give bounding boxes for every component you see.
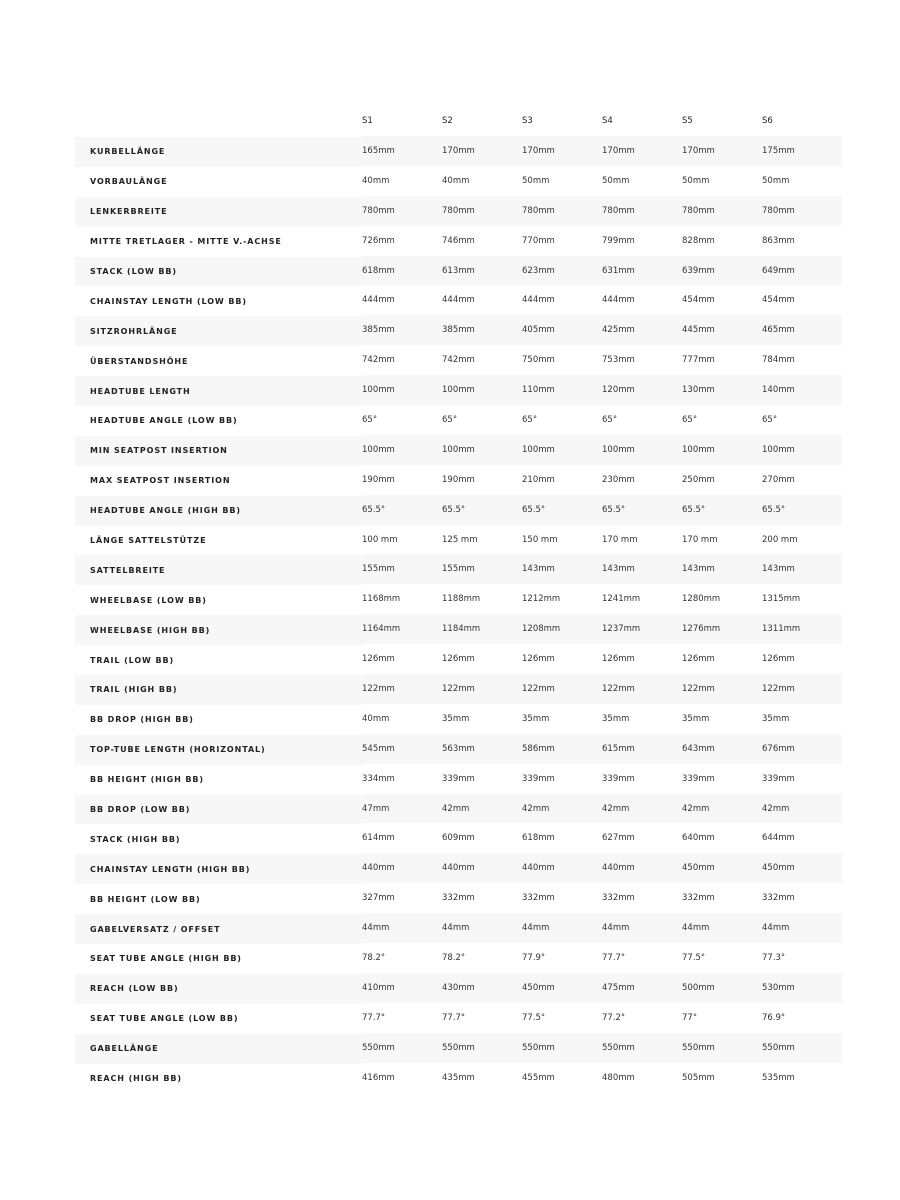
table-row xyxy=(75,1063,842,1093)
value-cell-s5: 643mm xyxy=(682,743,715,754)
value-cell-s2: 563mm xyxy=(442,743,475,754)
value-cell-s2: 550mm xyxy=(442,1042,475,1053)
value-cell-s6: 270mm xyxy=(762,474,795,485)
value-cell-s4: 425mm xyxy=(602,325,635,336)
row-label: GABELLÄNGE xyxy=(90,1044,159,1054)
value-cell-s6: 550mm xyxy=(762,1042,795,1053)
table-row xyxy=(75,704,842,734)
value-cell-s4: 170 mm xyxy=(602,534,638,545)
value-cell-s3: 550mm xyxy=(522,1042,555,1053)
value-cell-s1: 40mm xyxy=(362,175,390,186)
value-cell-s1: 327mm xyxy=(362,893,395,904)
value-cell-s3: 65.5° xyxy=(522,504,546,515)
value-cell-s1: 550mm xyxy=(362,1042,395,1053)
value-cell-s4: 65.5° xyxy=(602,504,626,515)
value-cell-s3: 623mm xyxy=(522,265,555,276)
size-header-s6: S6 xyxy=(762,116,773,126)
row-label: CHAINSTAY LENGTH (LOW BB) xyxy=(90,296,247,306)
value-cell-s5: 100mm xyxy=(682,444,715,455)
value-cell-s3: 170mm xyxy=(522,145,555,156)
value-cell-s5: 77.5° xyxy=(682,952,706,963)
value-cell-s6: 42mm xyxy=(762,803,790,814)
row-label: BB HEIGHT (HIGH BB) xyxy=(90,775,204,785)
value-cell-s3: 444mm xyxy=(522,295,555,306)
value-cell-s5: 65° xyxy=(682,414,698,425)
value-cell-s1: 190mm xyxy=(362,474,395,485)
value-cell-s1: 40mm xyxy=(362,713,390,724)
row-label: SITZROHRLÄNGE xyxy=(90,326,178,336)
value-cell-s6: 465mm xyxy=(762,325,795,336)
value-cell-s1: 334mm xyxy=(362,773,395,784)
value-cell-s5: 828mm xyxy=(682,235,715,246)
value-cell-s4: 332mm xyxy=(602,893,635,904)
row-label: BB DROP (LOW BB) xyxy=(90,805,191,815)
value-cell-s6: 76.9° xyxy=(762,1012,786,1023)
value-cell-s2: 385mm xyxy=(442,325,475,336)
value-cell-s1: 416mm xyxy=(362,1072,395,1083)
value-cell-s3: 44mm xyxy=(522,923,550,934)
row-label: VORBAULÄNGE xyxy=(90,177,168,187)
value-cell-s3: 210mm xyxy=(522,474,555,485)
value-cell-s1: 100 mm xyxy=(362,534,398,545)
value-cell-s3: 77.9° xyxy=(522,952,546,963)
value-cell-s6: 339mm xyxy=(762,773,795,784)
value-cell-s2: 155mm xyxy=(442,564,475,575)
table-row xyxy=(75,166,842,196)
value-cell-s2: 126mm xyxy=(442,654,475,665)
value-cell-s2: 42mm xyxy=(442,803,470,814)
row-label: CHAINSTAY LENGTH (HIGH BB) xyxy=(90,864,251,874)
row-label: LENKERBREITE xyxy=(90,207,168,217)
value-cell-s3: 1212mm xyxy=(522,594,561,605)
value-cell-s6: 784mm xyxy=(762,355,795,366)
table-row xyxy=(75,196,842,226)
row-label: TOP-TUBE LENGTH (HORIZONTAL) xyxy=(90,745,266,755)
value-cell-s1: 126mm xyxy=(362,654,395,665)
value-cell-s1: 440mm xyxy=(362,863,395,874)
row-label: BB HEIGHT (LOW BB) xyxy=(90,894,201,904)
value-cell-s5: 122mm xyxy=(682,683,715,694)
value-cell-s6: 143mm xyxy=(762,564,795,575)
value-cell-s3: 405mm xyxy=(522,325,555,336)
value-cell-s3: 150 mm xyxy=(522,534,558,545)
value-cell-s4: 35mm xyxy=(602,713,630,724)
value-cell-s1: 410mm xyxy=(362,982,395,993)
value-cell-s5: 44mm xyxy=(682,923,710,934)
value-cell-s2: 100mm xyxy=(442,385,475,396)
table-row xyxy=(75,226,842,256)
table-row xyxy=(75,1003,842,1033)
table-row xyxy=(75,644,842,674)
value-cell-s4: 550mm xyxy=(602,1042,635,1053)
row-label: GABELVERSATZ / OFFSET xyxy=(90,924,221,934)
value-cell-s6: 780mm xyxy=(762,205,795,216)
row-label: SATTELBREITE xyxy=(90,565,166,575)
value-cell-s4: 44mm xyxy=(602,923,630,934)
value-cell-s2: 44mm xyxy=(442,923,470,934)
value-cell-s5: 35mm xyxy=(682,713,710,724)
value-cell-s1: 444mm xyxy=(362,295,395,306)
value-cell-s2: 746mm xyxy=(442,235,475,246)
value-cell-s3: 50mm xyxy=(522,175,550,186)
value-cell-s5: 505mm xyxy=(682,1072,715,1083)
table-row xyxy=(75,913,842,943)
value-cell-s2: 77.7° xyxy=(442,1012,466,1023)
table-row xyxy=(75,764,842,794)
value-cell-s2: 339mm xyxy=(442,773,475,784)
row-label: WHEELBASE (HIGH BB) xyxy=(90,625,211,635)
value-cell-s4: 780mm xyxy=(602,205,635,216)
value-cell-s1: 780mm xyxy=(362,205,395,216)
table-row xyxy=(75,435,842,465)
value-cell-s5: 65.5° xyxy=(682,504,706,515)
row-label: MAX SEATPOST INSERTION xyxy=(90,476,231,486)
table-row xyxy=(75,823,842,853)
value-cell-s6: 676mm xyxy=(762,743,795,754)
value-cell-s5: 640mm xyxy=(682,833,715,844)
value-cell-s2: 609mm xyxy=(442,833,475,844)
value-cell-s2: 170mm xyxy=(442,145,475,156)
value-cell-s2: 35mm xyxy=(442,713,470,724)
value-cell-s4: 1237mm xyxy=(602,624,641,635)
value-cell-s3: 42mm xyxy=(522,803,550,814)
value-cell-s2: 78.2° xyxy=(442,952,466,963)
value-cell-s5: 170 mm xyxy=(682,534,718,545)
size-header-s3: S3 xyxy=(522,116,533,126)
value-cell-s2: 440mm xyxy=(442,863,475,874)
row-label: BB DROP (HIGH BB) xyxy=(90,715,194,725)
value-cell-s2: 125 mm xyxy=(442,534,478,545)
header-empty-cell xyxy=(75,106,362,136)
value-cell-s3: 455mm xyxy=(522,1072,555,1083)
value-cell-s3: 122mm xyxy=(522,683,555,694)
value-cell-s2: 1188mm xyxy=(442,594,481,605)
value-cell-s6: 50mm xyxy=(762,175,790,186)
value-cell-s1: 1164mm xyxy=(362,624,401,635)
row-label: STACK (LOW BB) xyxy=(90,267,177,276)
row-label: MITTE TRETLAGER - MITTE V.-ACHSE xyxy=(90,237,282,247)
value-cell-s5: 550mm xyxy=(682,1042,715,1053)
value-cell-s2: 1184mm xyxy=(442,624,481,635)
value-cell-s4: 753mm xyxy=(602,355,635,366)
table-row xyxy=(75,315,842,345)
row-label: LÄNGE SATTELSTÜTZE xyxy=(90,536,207,546)
value-cell-s6: 649mm xyxy=(762,265,795,276)
value-cell-s3: 750mm xyxy=(522,355,555,366)
value-cell-s6: 65° xyxy=(762,414,778,425)
table-row xyxy=(75,345,842,375)
value-cell-s4: 50mm xyxy=(602,175,630,186)
table-row xyxy=(75,405,842,435)
value-cell-s6: 100mm xyxy=(762,444,795,455)
value-cell-s4: 444mm xyxy=(602,295,635,306)
row-label: ÜBERSTANDSHÖHE xyxy=(90,356,189,366)
value-cell-s3: 586mm xyxy=(522,743,555,754)
value-cell-s5: 339mm xyxy=(682,773,715,784)
table-row xyxy=(75,734,842,764)
value-cell-s6: 535mm xyxy=(762,1072,795,1083)
value-cell-s4: 339mm xyxy=(602,773,635,784)
value-cell-s6: 77.3° xyxy=(762,952,786,963)
value-cell-s4: 143mm xyxy=(602,564,635,575)
row-label: SEAT TUBE ANGLE (LOW BB) xyxy=(90,1014,239,1024)
value-cell-s4: 475mm xyxy=(602,982,635,993)
row-label: REACH (LOW BB) xyxy=(90,984,179,994)
value-cell-s6: 122mm xyxy=(762,683,795,694)
value-cell-s5: 777mm xyxy=(682,355,715,366)
value-cell-s1: 1168mm xyxy=(362,594,401,605)
value-cell-s4: 77.7° xyxy=(602,952,626,963)
value-cell-s5: 250mm xyxy=(682,474,715,485)
value-cell-s6: 332mm xyxy=(762,893,795,904)
table-row xyxy=(75,465,842,495)
value-cell-s5: 126mm xyxy=(682,654,715,665)
value-cell-s3: 100mm xyxy=(522,444,555,455)
value-cell-s1: 65° xyxy=(362,414,378,425)
value-cell-s3: 143mm xyxy=(522,564,555,575)
value-cell-s1: 165mm xyxy=(362,145,395,156)
geometry-table xyxy=(75,106,842,1093)
value-cell-s6: 644mm xyxy=(762,833,795,844)
value-cell-s4: 42mm xyxy=(602,803,630,814)
value-cell-s3: 35mm xyxy=(522,713,550,724)
value-cell-s2: 40mm xyxy=(442,175,470,186)
value-cell-s1: 618mm xyxy=(362,265,395,276)
value-cell-s2: 444mm xyxy=(442,295,475,306)
value-cell-s4: 1241mm xyxy=(602,594,641,605)
value-cell-s6: 454mm xyxy=(762,295,795,306)
value-cell-s1: 545mm xyxy=(362,743,395,754)
row-label: REACH (HIGH BB) xyxy=(90,1074,182,1084)
value-cell-s4: 122mm xyxy=(602,683,635,694)
value-cell-s5: 500mm xyxy=(682,982,715,993)
value-cell-s1: 47mm xyxy=(362,803,390,814)
value-cell-s4: 440mm xyxy=(602,863,635,874)
value-cell-s5: 170mm xyxy=(682,145,715,156)
value-cell-s2: 780mm xyxy=(442,205,475,216)
table-row xyxy=(75,614,842,644)
table-row xyxy=(75,554,842,584)
value-cell-s6: 1315mm xyxy=(762,594,801,605)
value-cell-s2: 65.5° xyxy=(442,504,466,515)
geometry-table-body xyxy=(75,136,842,1093)
table-row xyxy=(75,1033,842,1063)
value-cell-s3: 770mm xyxy=(522,235,555,246)
table-row xyxy=(75,853,842,883)
row-label: KURBELLÄNGE xyxy=(90,147,166,157)
value-cell-s5: 454mm xyxy=(682,295,715,306)
header-row xyxy=(75,106,842,136)
table-row xyxy=(75,525,842,555)
geometry-table-header xyxy=(75,106,842,136)
value-cell-s2: 122mm xyxy=(442,683,475,694)
value-cell-s5: 1276mm xyxy=(682,624,721,635)
size-header-s4: S4 xyxy=(602,116,613,126)
value-cell-s5: 1280mm xyxy=(682,594,721,605)
value-cell-s4: 799mm xyxy=(602,235,635,246)
value-cell-s3: 65° xyxy=(522,414,538,425)
table-row xyxy=(75,883,842,913)
table-row xyxy=(75,973,842,1003)
table-row xyxy=(75,136,842,166)
value-cell-s3: 450mm xyxy=(522,982,555,993)
value-cell-s1: 44mm xyxy=(362,923,390,934)
row-label: HEADTUBE ANGLE (LOW BB) xyxy=(90,416,238,426)
value-cell-s3: 339mm xyxy=(522,773,555,784)
value-cell-s1: 77.7° xyxy=(362,1012,386,1023)
table-row xyxy=(75,285,842,315)
value-cell-s3: 440mm xyxy=(522,863,555,874)
value-cell-s6: 1311mm xyxy=(762,624,801,635)
value-cell-s6: 200 mm xyxy=(762,534,798,545)
value-cell-s1: 742mm xyxy=(362,355,395,366)
value-cell-s1: 100mm xyxy=(362,444,395,455)
value-cell-s4: 120mm xyxy=(602,385,635,396)
value-cell-s2: 435mm xyxy=(442,1072,475,1083)
value-cell-s1: 726mm xyxy=(362,235,395,246)
value-cell-s2: 742mm xyxy=(442,355,475,366)
value-cell-s1: 155mm xyxy=(362,564,395,575)
value-cell-s5: 332mm xyxy=(682,893,715,904)
row-label: TRAIL (LOW BB) xyxy=(90,655,174,665)
value-cell-s3: 780mm xyxy=(522,205,555,216)
value-cell-s2: 65° xyxy=(442,414,458,425)
value-cell-s3: 110mm xyxy=(522,385,555,396)
value-cell-s6: 35mm xyxy=(762,713,790,724)
value-cell-s5: 130mm xyxy=(682,385,715,396)
row-label: SEAT TUBE ANGLE (HIGH BB) xyxy=(90,954,242,964)
value-cell-s3: 77.5° xyxy=(522,1012,546,1023)
value-cell-s4: 627mm xyxy=(602,833,635,844)
value-cell-s3: 332mm xyxy=(522,893,555,904)
value-cell-s5: 42mm xyxy=(682,803,710,814)
table-row xyxy=(75,674,842,704)
value-cell-s2: 100mm xyxy=(442,444,475,455)
value-cell-s4: 65° xyxy=(602,414,618,425)
value-cell-s4: 170mm xyxy=(602,145,635,156)
value-cell-s3: 126mm xyxy=(522,654,555,665)
value-cell-s5: 445mm xyxy=(682,325,715,336)
value-cell-s6: 863mm xyxy=(762,235,795,246)
value-cell-s6: 65.5° xyxy=(762,504,786,515)
table-row xyxy=(75,794,842,824)
table-row xyxy=(75,495,842,525)
value-cell-s1: 65.5° xyxy=(362,504,386,515)
value-cell-s6: 530mm xyxy=(762,982,795,993)
table-row xyxy=(75,584,842,614)
value-cell-s1: 614mm xyxy=(362,833,395,844)
value-cell-s4: 631mm xyxy=(602,265,635,276)
value-cell-s1: 122mm xyxy=(362,683,395,694)
value-cell-s4: 100mm xyxy=(602,444,635,455)
size-header-s1: S1 xyxy=(362,116,373,126)
value-cell-s6: 140mm xyxy=(762,385,795,396)
value-cell-s5: 450mm xyxy=(682,863,715,874)
value-cell-s5: 77° xyxy=(682,1012,698,1023)
value-cell-s1: 78.2° xyxy=(362,952,386,963)
value-cell-s2: 332mm xyxy=(442,893,475,904)
value-cell-s2: 613mm xyxy=(442,265,475,276)
value-cell-s5: 143mm xyxy=(682,564,715,575)
value-cell-s5: 639mm xyxy=(682,265,715,276)
row-label: STACK (HIGH BB) xyxy=(90,834,181,844)
value-cell-s4: 480mm xyxy=(602,1072,635,1083)
value-cell-s1: 385mm xyxy=(362,325,395,336)
value-cell-s4: 230mm xyxy=(602,474,635,485)
row-label: HEADTUBE LENGTH xyxy=(90,386,191,396)
size-header-s5: S5 xyxy=(682,116,693,126)
value-cell-s6: 175mm xyxy=(762,145,795,156)
row-label: HEADTUBE ANGLE (HIGH BB) xyxy=(90,506,241,516)
table-row xyxy=(75,375,842,405)
value-cell-s6: 450mm xyxy=(762,863,795,874)
value-cell-s3: 618mm xyxy=(522,833,555,844)
value-cell-s6: 126mm xyxy=(762,654,795,665)
row-label: MIN SEATPOST INSERTION xyxy=(90,446,228,456)
row-label: WHEELBASE (LOW BB) xyxy=(90,595,207,605)
value-cell-s2: 190mm xyxy=(442,474,475,485)
value-cell-s5: 50mm xyxy=(682,175,710,186)
value-cell-s1: 100mm xyxy=(362,385,395,396)
row-label: TRAIL (HIGH BB) xyxy=(90,685,178,695)
value-cell-s4: 77.2° xyxy=(602,1012,626,1023)
table-row xyxy=(75,256,842,286)
value-cell-s4: 126mm xyxy=(602,654,635,665)
table-row xyxy=(75,943,842,973)
size-header-s2: S2 xyxy=(442,116,453,126)
value-cell-s4: 615mm xyxy=(602,743,635,754)
value-cell-s2: 430mm xyxy=(442,982,475,993)
value-cell-s6: 44mm xyxy=(762,923,790,934)
value-cell-s5: 780mm xyxy=(682,205,715,216)
value-cell-s3: 1208mm xyxy=(522,624,561,635)
